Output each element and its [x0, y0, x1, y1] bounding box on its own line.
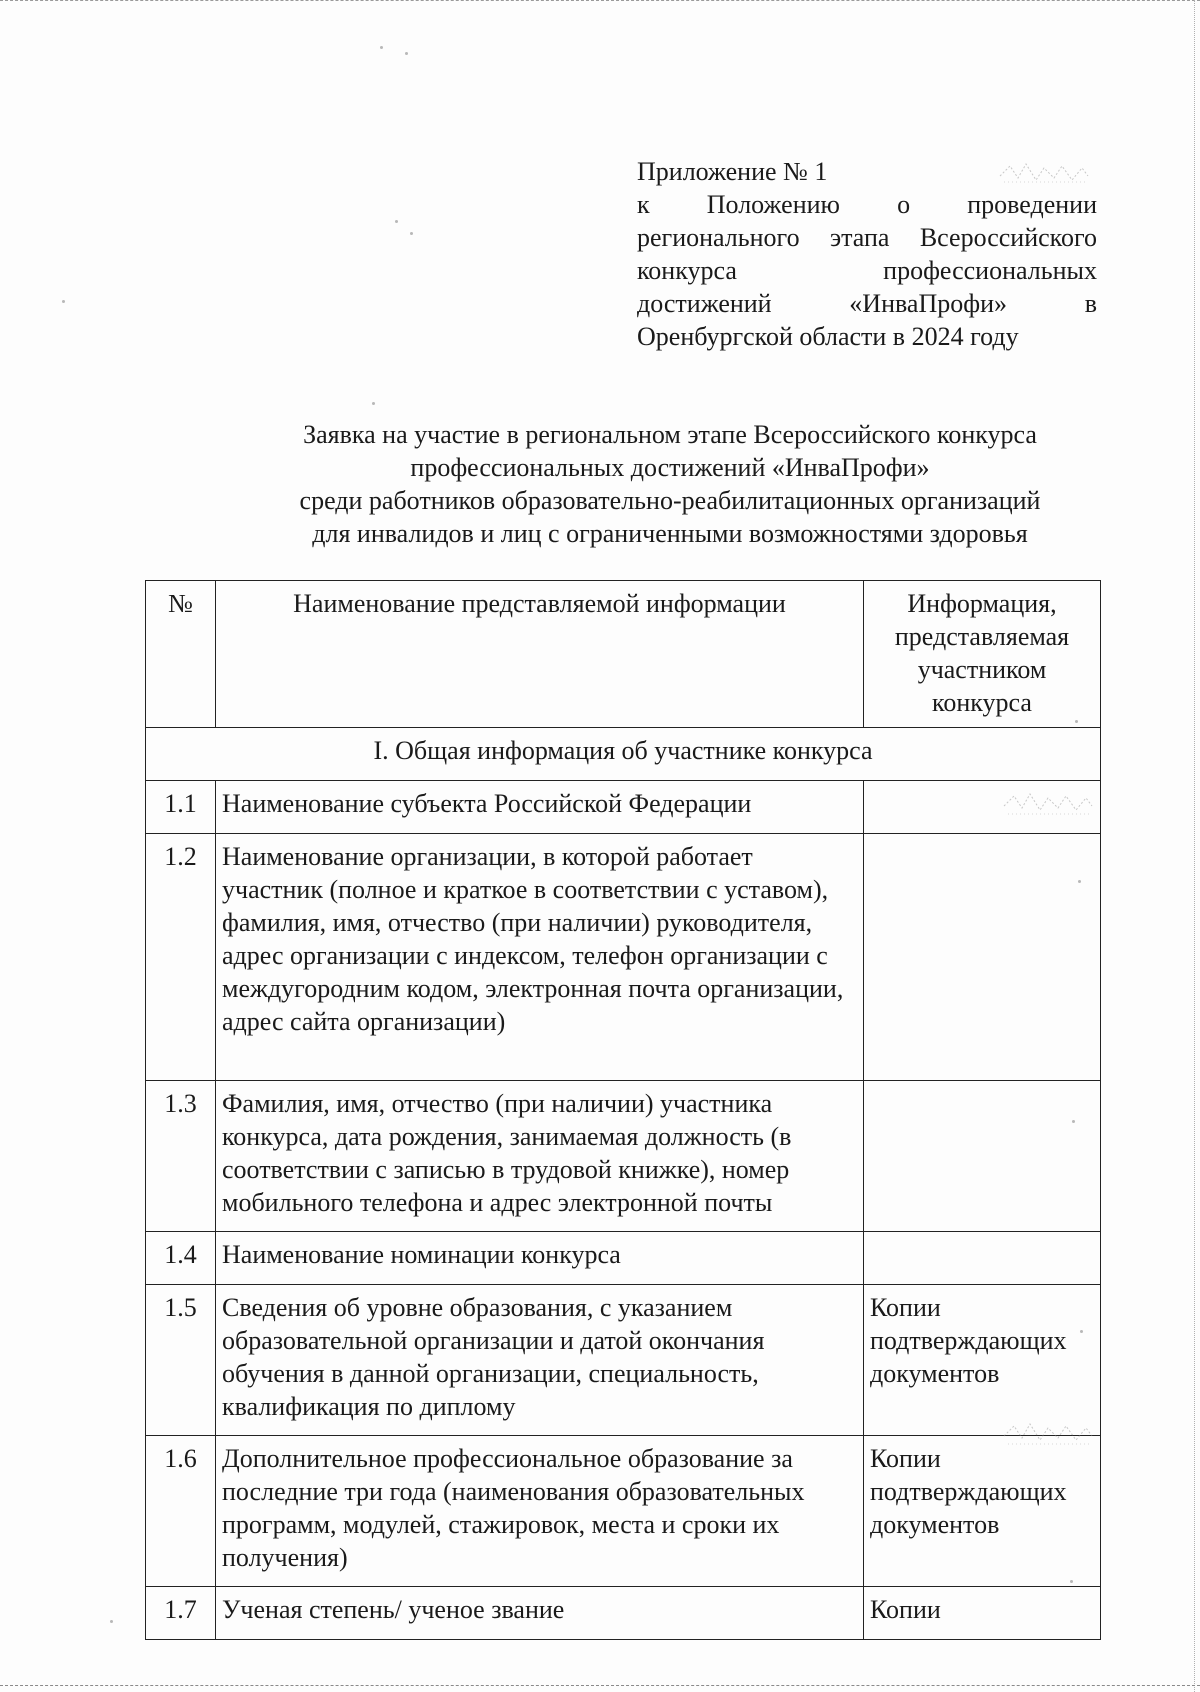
scan-speck [410, 232, 413, 235]
table-header-row [146, 581, 1101, 728]
header-number: № [146, 581, 216, 728]
row-info-cell: Копии подтверждающих документов [864, 1285, 1101, 1436]
application-title [250, 418, 1090, 550]
title-line-4: для инвалидов и лиц с ограниченными возможностями здоровья [312, 519, 1028, 548]
row-item-name: Ученая степень/ ученое звание [216, 1587, 864, 1640]
scan-edge-bottom [0, 1685, 1200, 1689]
row-info-cell: Копии подтверждающих документов [864, 1436, 1101, 1587]
header-participant-information: Информация, представляемая участником конкурса [864, 581, 1101, 728]
row-info-cell: Копии [864, 1587, 1101, 1640]
scan-speck [372, 402, 375, 405]
row-number: 1.1 [146, 781, 216, 834]
scan-speck [380, 46, 383, 49]
scan-speck [1072, 1120, 1075, 1123]
scan-speck [1078, 880, 1081, 883]
row-number: 1.3 [146, 1081, 216, 1232]
scan-speck [62, 300, 65, 303]
row-number: 1.4 [146, 1232, 216, 1285]
row-info-cell[interactable] [864, 1081, 1101, 1232]
row-item-name: Наименование субъекта Российской Федерации [216, 781, 864, 834]
row-info-cell[interactable] [864, 1232, 1101, 1285]
appendix-number: Приложение № 1 [637, 157, 828, 186]
title-line-3: среди работников образовательно-реабилитационных организаций [299, 486, 1041, 515]
table-row [146, 1081, 1101, 1232]
row-info-cell[interactable] [864, 834, 1101, 1081]
section-general-info: I. Общая информация об участнике конкурса [146, 728, 1101, 781]
header-information-name: Наименование представляемой информации [216, 581, 864, 728]
scan-speck [1075, 720, 1078, 723]
scan-edge-top [0, 0, 1200, 4]
table-row [146, 1587, 1101, 1640]
scan-edge-right [1194, 0, 1197, 1692]
scan-speck [395, 220, 398, 223]
scan-artifact-mark [1000, 790, 1096, 820]
scan-artifact-mark [1000, 1420, 1096, 1450]
row-item-name: Наименование организации, в которой работает участник (полное и краткое в соответствии с уставом), фамилия, имя, отчество (при наличии) руководителя, адрес организации с индексом, телефон организации с междугородним кодом, электронная почта организации, адрес сайта организации) [216, 834, 864, 1081]
row-item-name: Наименование номинации конкурса [216, 1232, 864, 1285]
row-number: 1.5 [146, 1285, 216, 1436]
table-row [146, 834, 1101, 1081]
scan-speck [1070, 1580, 1073, 1583]
row-number: 1.2 [146, 834, 216, 1081]
row-number: 1.6 [146, 1436, 216, 1587]
row-item-name: Фамилия, имя, отчество (при наличии) участника конкурса, дата рождения, занимаемая должность (в соответствии с записью в трудовой книжке), номер мобильного телефона и адрес электронной почты [216, 1081, 864, 1232]
section-row [146, 728, 1101, 781]
row-item-name: Сведения об уровне образования, с указанием образовательной организации и датой окончания обучения в данной организации, специальность, квалификация по диплому [216, 1285, 864, 1436]
table-row [146, 1232, 1101, 1285]
title-line-1: Заявка на участие в региональном этапе Всероссийского конкурса [303, 420, 1037, 449]
scan-artifact-mark [996, 158, 1092, 188]
table-row [146, 781, 1101, 834]
table-row [146, 1285, 1101, 1436]
application-table [145, 580, 1101, 1640]
scan-speck [1080, 1330, 1083, 1333]
table-row [146, 1436, 1101, 1587]
row-number: 1.7 [146, 1587, 216, 1640]
appendix-reference: к Положению о проведении регионального этапа Всероссийского конкурса профессиональных достижений «ИнваПрофи» в Оренбургской области в 2024 году [637, 190, 1097, 351]
scan-speck [405, 52, 408, 55]
scan-speck [110, 1620, 113, 1623]
row-item-name: Дополнительное профессиональное образование за последние три года (наименования образовательных программ, модулей, стажировок, места и сроки их получения) [216, 1436, 864, 1587]
title-line-2: профессиональных достижений «ИнваПрофи» [410, 453, 930, 482]
